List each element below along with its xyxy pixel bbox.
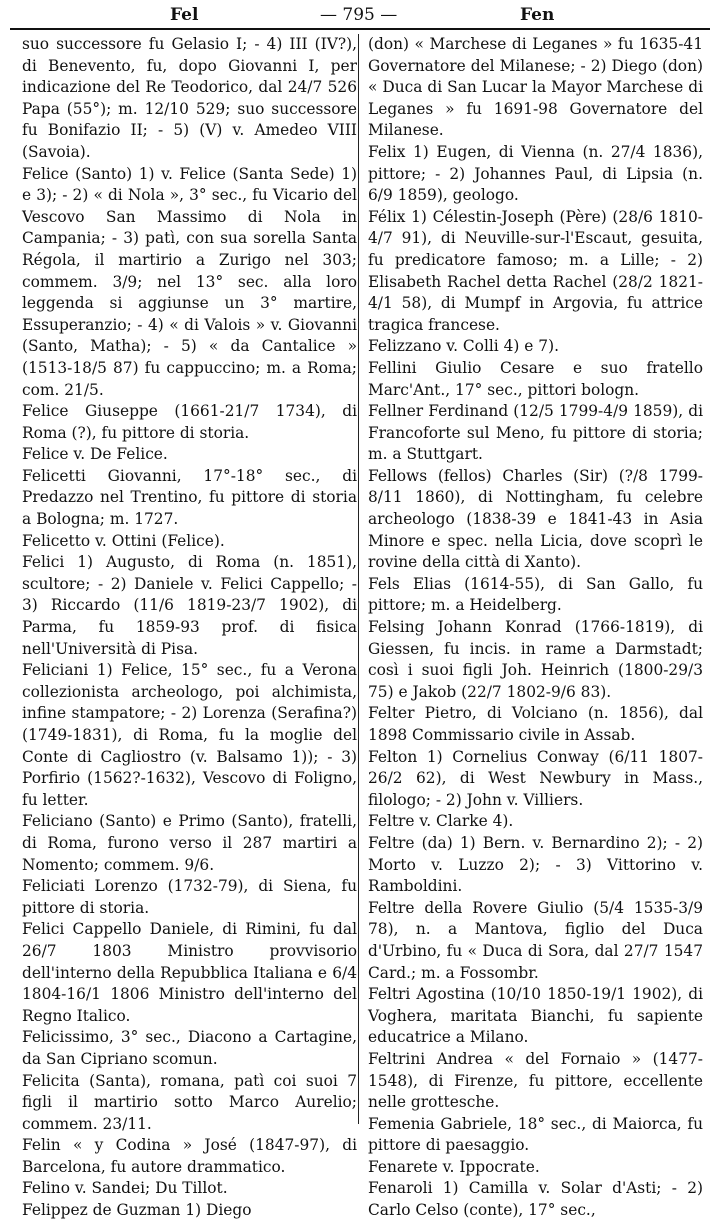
page-number: — 795 — (320, 5, 398, 25)
entry: Felton 1) Cornelius Conway (6/11 1807-26/2 62), di West Newbury in Mass., filologo; - 2) John v. Villiers. (368, 747, 703, 809)
entry: Feltre v. Clarke 4). (368, 812, 514, 831)
entry: Felix 1) Eugen, di Vienna (n. 27/4 1836), pittore; - 2) Johannes Paul, di Lipsia (n. 6/9 1859), geologo. (368, 142, 703, 205)
entry: Femenia Gabriele, 18° sec., di Maiorca, fu pittore di paesaggio. (368, 1114, 703, 1155)
entry: Fellows (fellos) Charles (Sir) (?/8 1799-8/11 1860), di Nottingham, fu celebre archeologo (1838-39 e 1841-43 in Asia Minore e spec. nella Licia, dove scoprì le rovine della città di Xanto). (368, 466, 703, 572)
entry: Feliciano (Santo) e Primo (Santo), fratelli, di Roma, furono verso il 287 martiri a Nomento; commem. 9/6. (22, 812, 357, 874)
entry: Felizzano v. Colli 4) e 7). (368, 337, 559, 356)
entry: Felter Pietro, di Volciano (n. 1856), dal 1898 Commissario civile in Assab. (368, 704, 703, 744)
entry: Felsing Johann Konrad (1766-1819), di Giessen, fu incis. in rame a Darmstadt; così i suoi figli Joh. Heinrich (1800-29/3 75) e Jakob (22/7 1802-9/6 83). (368, 618, 703, 701)
right-column (368, 34, 703, 1222)
entry: Feliciani 1) Felice, 15° sec., fu a Verona collezionista archeologo, poi alchimista, infine stampatore; - 2) Lorenza (Serafina?) (1749-1831), di Roma, fu la moglie del Conte di Cagliostro (v. Balsamo 1)); - 3) Porfirio (1562?-1632), Vescovo di Foligno, fu letter. (22, 661, 357, 809)
column-divider (358, 34, 359, 1124)
entry: Felicetti Giovanni, 17°-18° sec., di Predazzo nel Trentino, fu pittore di storia a Bologna; m. 1727. (22, 466, 357, 529)
entry: Feltri Agostina (10/10 1850-19/1 1902), di Voghera, maritata Bianchi, fu sapiente educatrice a Milano. (368, 985, 703, 1047)
entry: (don) « Marchese di Leganes » fu 1635-41 Governatore del Milanese; - 2) Diego (don) « Duca di San Lucar la Mayor Marchese di Leganes » fu 1691-98 Governatore del Milanese. (368, 35, 703, 140)
entry: Fenarete v. Ippocrate. (368, 1157, 540, 1176)
entry: Felici Cappello Daniele, di Rimini, fu dal 26/7 1803 Ministro provvisorio dell'interno della Repubblica Italiana e 6/4 1804-16/1 1806 Ministro dell'interno del Regno Italico. (22, 920, 357, 1025)
entry: Fellner Ferdinand (12/5 1799-4/9 1859), di Francoforte sul Meno, fu pittore di storia; m. a Stuttgart. (368, 402, 703, 464)
entry: Fellini Giulio Cesare e suo fratello Marc'Ant., 17° sec., pittori bologn. (368, 358, 703, 399)
entry: Felici 1) Augusto, di Roma (n. 1851), scultore; - 2) Daniele v. Felici Cappello; - 3) Riccardo (11/6 1819-23/7 1902), di Parma, fu 1859-93 prof. di fisica nell'Università di Pisa. (22, 553, 357, 658)
header-right-guide-word: Fen (520, 5, 555, 25)
entry: Felice (Santo) 1) v. Felice (Santa Sede) 1) e 3); - 2) « di Nola », 3° sec., fu Vicario del Vescovo San Massimo di Nola in Campania; - 3) patì, con sua sorella Santa Régola, il martirio a Zurigo nel 303; commem. 3/9; nel 13° sec. alla loro leggenda si aggiunse un 3° martire, Essuperanzio; - 4) « di Valois » v. Giovanni (Santo, Matha); - 5) « da Cantalice » (1513-18/5 87) fu cappuccino; m. a Roma; com. 21/5. (22, 164, 357, 399)
entry: Felicita (Santa), romana, patì coi suoi 7 figli il martirio sotto Marco Aurelio; commem. 23/11. (22, 1071, 357, 1133)
page-header (10, 2, 710, 30)
entry: Felicissimo, 3° sec., Diacono a Cartagine, da San Cipriano scomun. (22, 1028, 357, 1068)
entry: Felice Giuseppe (1661-21/7 1734), di Roma (?), fu pittore di storia. (22, 402, 357, 442)
entry: Feltrini Andrea « del Fornaio » (1477-1548), di Firenze, fu pittore, eccellente nelle grottesche. (368, 1049, 703, 1112)
entry: Felice v. De Felice. (22, 445, 168, 464)
entry: Félix 1) Célestin-Joseph (Père) (28/6 1810-4/7 91), di Neuville-sur-l'Escaut, gesuita, fu predicatore famoso; m. a Lille; - 2) Elisabeth Rachel detta Rachel (28/2 1821-4/1 58), di Mumpf in Argovia, fu attrice tragica francese. (368, 207, 703, 334)
entry: Feliciati Lorenzo (1732-79), di Siena, fu pittore di storia. (22, 877, 357, 917)
entry: Fenaroli 1) Camilla v. Solar d'Asti; - 2) Carlo Celso (conte), 17° sec., (368, 1179, 703, 1220)
entry: suo successore fu Gelasio I; - 4) III (IV?), di Benevento, fu, dopo Giovanni I, per indicazione del Re Teodorico, dal 24/7 526 Papa (55°); m. 12/10 529; suo successore fu Bonifazio II; - 5) (V) v. Amedeo VIII (Savoia). (22, 35, 357, 161)
header-left-guide-word: Fel (170, 5, 199, 25)
entry: Felino v. Sandei; Du Tillot. (22, 1179, 228, 1198)
left-column (22, 34, 357, 1222)
entry: Felin « y Codina » José (1847-97), di Barcelona, fu autore drammatico. (22, 1136, 357, 1176)
entry: Fels Elias (1614-55), di San Gallo, fu pittore; m. a Heidelberg. (368, 574, 703, 615)
entry: Feltre (da) 1) Bern. v. Bernardino 2); - 2) Morto v. Luzzo 2); - 3) Vittorino v. Ramboldini. (368, 833, 703, 896)
entry: Feltre della Rovere Giulio (5/4 1535-3/9 78), n. a Mantova, figlio del Duca d'Urbino, fu « Duca di Sora, dal 27/7 1547 Card.; m. a Fossombr. (368, 898, 703, 982)
entry: Felippez de Guzman 1) Diego (22, 1201, 252, 1220)
entry: Felicetto v. Ottini (Felice). (22, 531, 225, 550)
